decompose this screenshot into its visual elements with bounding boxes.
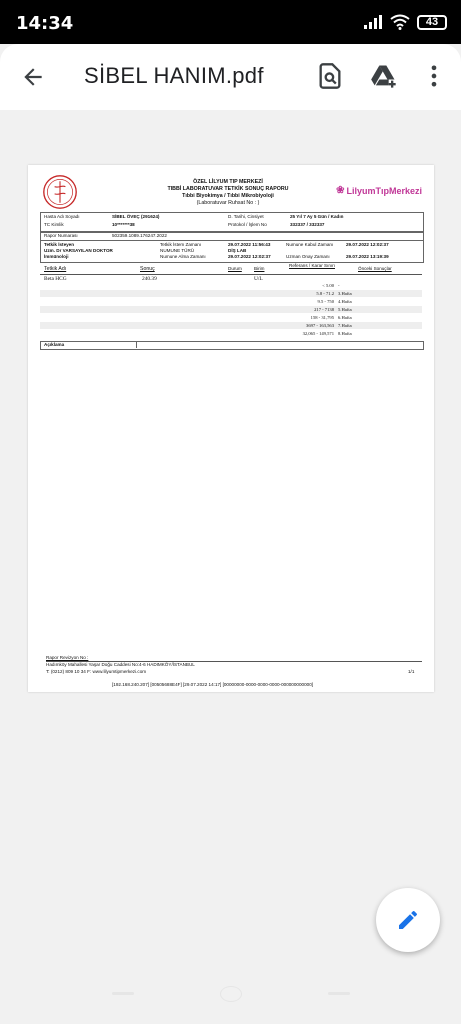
more-vert-icon[interactable] — [420, 62, 448, 90]
ministry-logo-icon — [42, 174, 78, 210]
brand-name: LilyumTıpMerkezi — [346, 185, 422, 196]
ref-range-3: 9.5 - 750 — [317, 299, 334, 304]
ref-week-7: 8.Hafta — [338, 331, 352, 336]
req-time-label: Tetkik İstem Zamanı — [160, 242, 202, 247]
ref-range-2: 5.8 - 71.2 — [316, 291, 334, 296]
find-in-page-icon[interactable] — [316, 62, 344, 90]
test-result: 240.39 — [142, 276, 157, 282]
footer-code: [192.168.240.207] [00505688E4F] [29.07.2022 14:17] [00000000-0000-0000-0000-000000000000] — [112, 682, 314, 687]
edit-fab-button[interactable] — [376, 888, 440, 952]
pdf-page[interactable] — [28, 165, 434, 692]
approve-label: Uzman Onay Zamanı — [286, 254, 330, 259]
patient-label: Hasta Adı Soyadı — [44, 214, 80, 219]
edit-pencil-icon — [396, 908, 420, 932]
sample-time-value: 29.07.2022 12:02:37 — [228, 254, 271, 259]
page-number: 1/1 — [408, 669, 415, 674]
report-title: TIBBİ LABORATUVAR TETKİK SONUÇ RAPORU — [167, 186, 289, 192]
accept-value: 29.07.2022 12:02:37 — [346, 242, 389, 247]
ref-week-2: 3.Hafta — [338, 291, 352, 296]
accept-label: Numune Kabul Zamanı — [286, 242, 334, 247]
drive-add-icon[interactable] — [370, 62, 398, 90]
report-header — [128, 179, 328, 207]
req-time-value: 29.07.2022 11:56:43 — [228, 242, 271, 247]
test-name: Beta HCG — [44, 276, 67, 282]
dob-value: 25 Yıl 7 Ay 5 Gün / Kadın — [290, 214, 344, 219]
nav-recents-hint[interactable] — [328, 992, 350, 995]
tc-value: 10*******38 — [112, 222, 135, 227]
ref-range-7: 32,065 - 149,571 — [302, 331, 334, 336]
col-test-name: Tetkik Adı — [44, 266, 67, 272]
ref-band-2 — [40, 306, 422, 313]
test-unit: U/L — [254, 276, 263, 282]
ref-band-3 — [40, 322, 422, 329]
document-title: SİBEL HANIM.pdf — [84, 63, 264, 88]
ref-range-4: 217 - 7138 — [314, 307, 334, 312]
requester-label: Tetkik İsteyen — [44, 242, 75, 247]
department-2: İmmünoloji — [44, 254, 69, 259]
status-bar — [0, 0, 461, 44]
ref-week-1: - — [338, 283, 340, 288]
sample-type-label: NUMUNE TÜRÜ — [160, 248, 195, 253]
report-no-label: Rapor Numarası — [44, 233, 78, 238]
protocol-value: 332337 / 332337 — [290, 222, 325, 227]
requester-value: Uzm. Dr VARSAYILAN DOKTOR — [44, 248, 113, 253]
contact: T: (0212) 809 10 34 F: www.lilyumtipmerkezi.com — [46, 669, 147, 674]
ref-band-1 — [40, 290, 422, 297]
brand-logo — [336, 185, 422, 196]
ref-range-5: 158 - 31,795 — [310, 315, 334, 320]
signal-icon — [363, 14, 383, 30]
revision-label: Rapor Revizyon No : — [46, 655, 89, 660]
status-icons — [363, 14, 447, 30]
ref-range-6: 3697 - 163,563 — [306, 323, 334, 328]
patient-value: SİBEL ÖVEÇ (291624) — [112, 214, 160, 219]
lily-icon: ❀ — [336, 185, 345, 196]
nav-home-hint[interactable] — [220, 986, 242, 1002]
org-name: ÖZEL LİLYUM TIP MERKEZİ — [193, 179, 263, 185]
battery-icon — [417, 15, 447, 30]
note-divider — [136, 341, 137, 348]
sample-time-label: Numune Alma Zamanı — [160, 254, 206, 259]
sample-type-value: DİŞ LAB — [228, 248, 247, 253]
back-arrow-icon[interactable] — [20, 64, 46, 90]
col-reference: Referans / Karar Sınırı — [289, 263, 335, 268]
ref-week-4: 5.Hafta — [338, 307, 352, 312]
col-result: Sonuç — [140, 266, 155, 272]
address: Hadımköy Mahallesi Yaşar Doğu Caddesi No:4-6 HADIMKÖY/İSTANBUL — [46, 662, 195, 667]
dob-label: D. Tarihi, Cinsiyet — [228, 214, 264, 219]
protocol-label: Protokol / İşlem No — [228, 222, 267, 227]
nav-back-hint[interactable] — [112, 992, 134, 995]
header-divider — [40, 274, 422, 275]
col-previous: Önceki Sonuçlar — [358, 266, 392, 271]
department: Tıbbi Biyokimya / Tıbbi Mikrobiyoloji — [182, 193, 274, 199]
tc-label: TC Kimlik — [44, 222, 64, 227]
wifi-icon — [390, 14, 410, 30]
approve-value: 29.07.2022 13:19:39 — [346, 254, 389, 259]
license: (Laboratuvar Ruhsat No : ) — [196, 200, 260, 206]
col-status: Durum — [228, 266, 242, 271]
col-unit: Birim — [254, 266, 265, 271]
ref-week-5: 6.Hafta — [338, 315, 352, 320]
ref-range-1: < 5.00 — [322, 283, 334, 288]
note-box — [40, 341, 424, 350]
report-no-value: 502359.1089.176247.2022 — [112, 233, 167, 238]
note-label: Açıklama — [44, 342, 65, 347]
ref-week-6: 7.Hafta — [338, 323, 352, 328]
battery-level: 43 — [425, 16, 439, 28]
ref-week-3: 4.Hafta — [338, 299, 352, 304]
status-time: 14:34 — [16, 13, 74, 34]
app-bar — [0, 44, 461, 110]
